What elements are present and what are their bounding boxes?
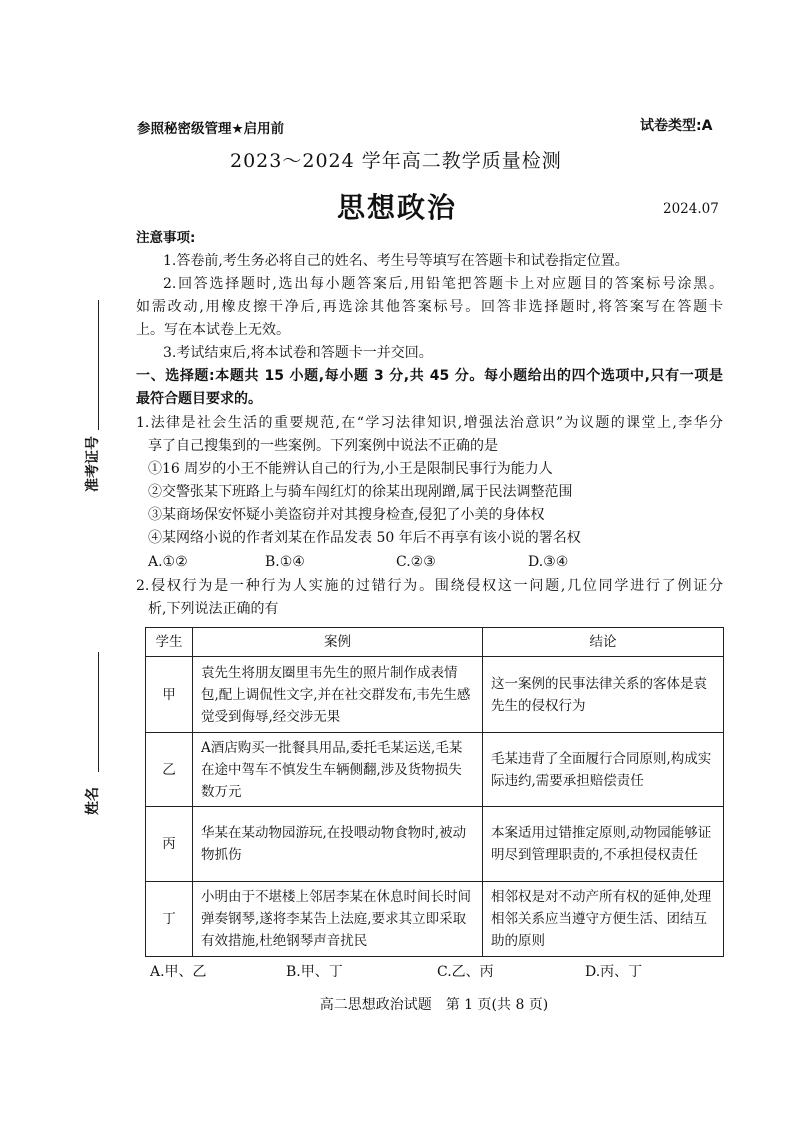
conclusion-cell: 本案适用过错推定原则,动物园能够证明尽到管理职责的,不承担侵权责任	[483, 807, 724, 882]
table-row	[146, 807, 724, 882]
exam-title: 2023～2024 学年高二教学质量检测	[230, 150, 562, 172]
table-row	[146, 657, 724, 733]
page-footer: 高二思想政治试题 第 1 页(共 8 页)	[319, 997, 549, 1013]
conclusion-cell: 相邻权是对不动产所有权的延伸,处理相邻关系应当遵守方便生活、团结互助的原则	[483, 882, 724, 957]
section-heading: 一、选择题:本题共 15 小题,每小题 3 分,共 45 分。每小题给出的四个选项中,只有一项是	[136, 368, 723, 384]
case-cell: A酒店购买一批餐具用品,委托毛某运送,毛某在途中驾车不慎发生车辆侧翻,涉及货物损失数万元	[193, 733, 483, 807]
student-cell: 丁	[146, 882, 193, 957]
table-header-row	[146, 628, 724, 657]
q2-stem: 析,下列说法正确的有	[148, 601, 279, 617]
conclusion-cell: 毛某违背了全面履行合同原则,构成实际违约,需要承担赔偿责任	[483, 733, 724, 807]
case-cell: 小明由于不堪楼上邻居李某在休息时间长时间弹奏钢琴,遂将李某告上法庭,要求其立即采取有效措施,杜绝钢琴声音扰民	[193, 882, 483, 957]
q2-option-b: B.甲、丁	[286, 964, 343, 980]
table-row	[146, 733, 724, 807]
header-case: 案例	[193, 628, 483, 657]
q2-option-a: A.甲、乙	[150, 964, 207, 980]
secrecy-label: 参照秘密级管理★启用前	[137, 121, 285, 137]
note-line: 上。写在本试卷上无效。	[136, 322, 290, 338]
section-heading: 最符合题目要求的。	[136, 391, 262, 407]
table-row	[146, 882, 724, 957]
name-line	[98, 652, 99, 772]
exam-date: 2024.07	[663, 201, 719, 217]
notes-title: 注意事项:	[136, 230, 196, 246]
q2-options	[145, 961, 723, 983]
q2-case-table	[145, 627, 724, 957]
student-cell: 甲	[146, 657, 193, 733]
note-line: 2.回答选择题时,选出每小题答案后,用铅笔把答题卡上对应题目的答案标号涂黑。	[163, 276, 723, 292]
header-conclusion: 结论	[483, 628, 724, 657]
q1-stem: 享了自己搜集到的一些案例。下列案例中说法不正确的是	[148, 438, 498, 454]
conclusion-cell: 这一案例的民事法律关系的客体是袁先生的侵权行为	[483, 657, 724, 733]
q1-item: ①16 周岁的小王不能辨认自己的行为,小王是限制民事行为能力人	[148, 461, 553, 477]
q2-block	[145, 627, 723, 1015]
subject-title: 思想政治	[337, 191, 458, 224]
q1-item: ④某网络小说的作者刘某在作品发表 50 年后不再享有该小说的署名权	[148, 530, 581, 546]
note-line: 如需改动,用橡皮擦干净后,再选涂其他答案标号。回答非选择题时,将答案写在答题卡	[136, 299, 723, 315]
q2-stem: 2.侵权行为是一种行为人实施的过错行为。围绕侵权这一问题,几位同学进行了例证分	[136, 578, 723, 594]
note-line: 3.考试结束后,将本试卷和答题卡一并交回。	[163, 345, 433, 361]
student-cell: 丙	[146, 807, 193, 882]
q1-item: ②交警张某下班路上与骑车闯红灯的徐某出现剐蹭,属于民法调整范围	[148, 484, 573, 500]
q2-option-d: D.丙、丁	[585, 964, 643, 980]
student-cell: 乙	[146, 733, 193, 807]
note-line: 1.答卷前,考生务必将自己的姓名、考生号等填写在答题卡和试卷指定位置。	[163, 253, 629, 269]
case-cell: 袁先生将朋友圈里韦先生的照片制作成表情包,配上调侃性文字,并在社交群发布,韦先生感觉受到侮辱,经交涉无果	[193, 657, 483, 733]
exam-no-label: 准考证号	[85, 436, 101, 492]
header-student: 学生	[146, 628, 193, 657]
case-cell: 华某在某动物园游玩,在投喂动物食物时,被动物抓伤	[193, 807, 483, 882]
paper-type-label: 试卷类型:A	[640, 118, 713, 134]
q1-option-a: A.①②	[148, 554, 188, 570]
q1-option-c: C.②③	[396, 554, 436, 570]
q1-option-b: B.①④	[265, 554, 305, 570]
exam-no-line	[98, 300, 99, 430]
name-label: 姓名	[85, 787, 101, 815]
q1-item: ③某商场保安怀疑小美盗窃并对其搜身检查,侵犯了小美的身体权	[148, 507, 545, 523]
q1-stem: 1.法律是社会生活的重要规范,在“学习法律知识,增强法治意识”为议题的课堂上,李华分	[136, 415, 723, 431]
q2-option-c: C.乙、丙	[437, 964, 494, 980]
q1-option-d: D.③④	[528, 554, 569, 570]
